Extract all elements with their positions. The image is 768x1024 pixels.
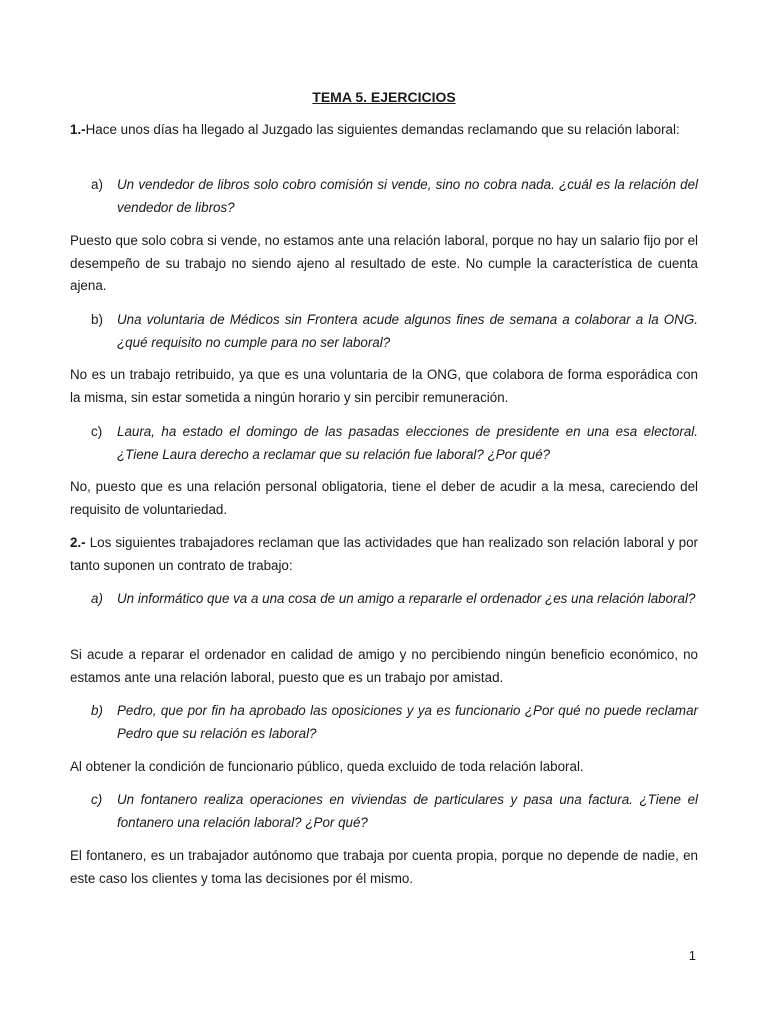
item-question: Pedro, que por fin ha aprobado las oposiciones y ya es funcionario ¿Por qué no puede reclamar Pedro que su relación es laboral? <box>117 703 698 741</box>
item-marker: b) <box>91 312 103 327</box>
question-2-item-b <box>91 700 698 745</box>
answer-1b: No es un trabajo retribuido, ya que es una voluntaria de la ONG, que colabora de forma esporádica con la misma, sin estar sometida a ningún horario y sin percibir remuneración. <box>70 367 698 405</box>
page-number: 1 <box>688 948 696 963</box>
question-1-item-c <box>91 421 698 466</box>
question-1-intro <box>70 119 698 142</box>
item-question: Un fontanero realiza operaciones en viviendas de particulares y pasa una factura. ¿Tiene el fontanero una relación laboral? ¿Por qué? <box>117 792 698 830</box>
item-question: Un vendedor de libros solo cobro comisión si vende, sino no cobra nada. ¿cuál es la relación del vendedor de libros? <box>117 177 698 215</box>
question-number: 1.- <box>70 122 86 137</box>
answer-2c: El fontanero, es un trabajador autónomo que trabaja por cuenta propia, porque no depende de nadie, en este caso los clientes y toma las decisiones por él mismo. <box>70 848 698 886</box>
answer-2a: Si acude a reparar el ordenador en calidad de amigo y no percibiendo ningún beneficio económico, no estamos ante una relación laboral, puesto que es un trabajo por amistad. <box>70 647 698 685</box>
question-2-intro <box>70 532 698 577</box>
document-page <box>70 0 698 1024</box>
question-2-item-c <box>91 789 698 834</box>
question-number: 2.- <box>70 535 86 550</box>
item-question: Una voluntaria de Médicos sin Frontera acude algunos fines de semana a colaborar a la ONG. ¿qué requisito no cumple para no ser laboral? <box>117 312 698 350</box>
answer-2b: Al obtener la condición de funcionario público, queda excluido de toda relación laboral. <box>70 759 584 774</box>
question-text: Hace unos días ha llegado al Juzgado las siguientes demandas reclamando que su relación laboral: <box>85 122 680 137</box>
question-1-item-b <box>91 309 698 354</box>
question-text: Los siguientes trabajadores reclaman que las actividades que han realizado son relación laboral y por tanto suponen un contrato de trabajo: <box>70 535 698 573</box>
item-marker: c) <box>91 424 103 439</box>
document-title: TEMA 5. EJERCICIOS <box>312 89 456 105</box>
answer-1a: Puesto que solo cobra si vende, no estamos ante una relación laboral, porque no hay un salario fijo por el desempeño de su trabajo no siendo ajeno al resultado de este. No cumple la característica de cuenta ajena. <box>70 233 698 293</box>
item-question: Un informático que va a una cosa de un amigo a repararle el ordenador ¿es una relación laboral? <box>117 591 696 606</box>
question-2-item-a <box>91 588 698 611</box>
answer-1c: No, puesto que es una relación personal obligatoria, tiene el deber de acudir a la mesa, careciendo del requisito de voluntariedad. <box>70 479 698 517</box>
item-marker: a) <box>91 177 103 192</box>
question-1-item-a <box>91 174 698 219</box>
item-marker: a) <box>91 591 103 606</box>
item-marker: c) <box>91 792 103 807</box>
item-marker: b) <box>91 703 103 718</box>
item-question: Laura, ha estado el domingo de las pasadas elecciones de presidente en una esa electoral. ¿Tiene Laura derecho a reclamar que su relación fue laboral? ¿Por qué? <box>117 424 698 462</box>
